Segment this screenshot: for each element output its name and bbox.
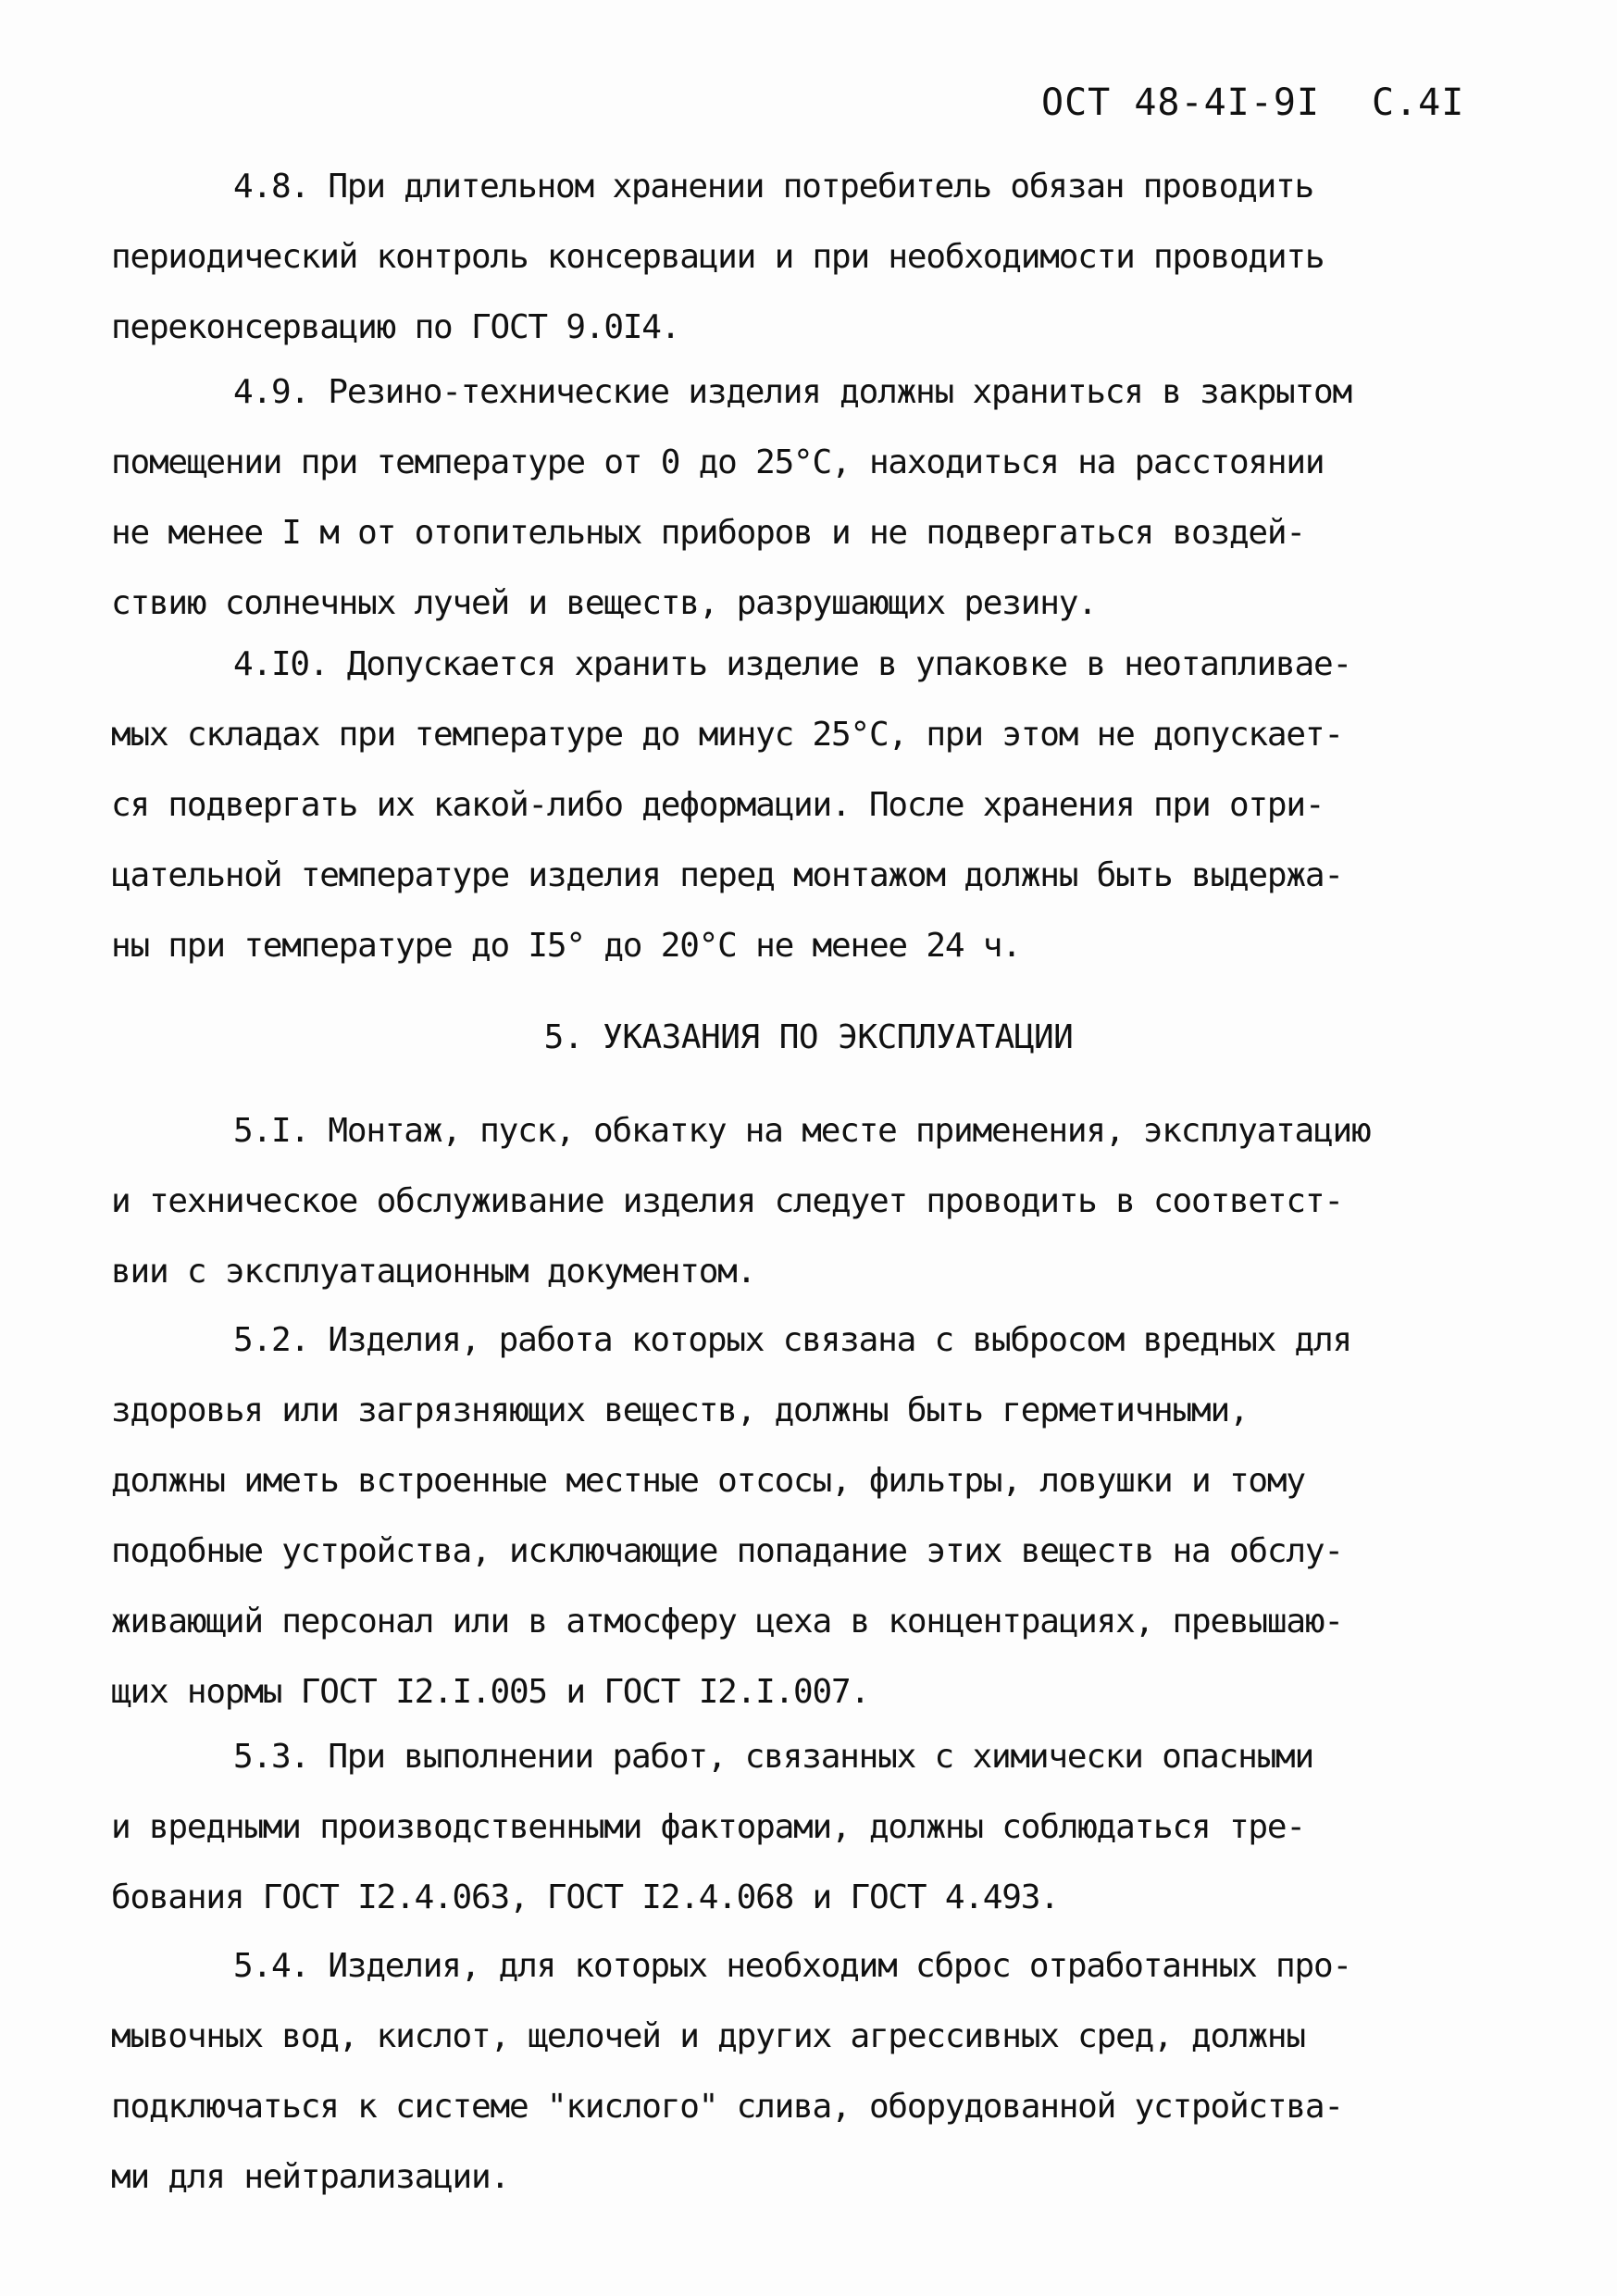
text-line: цательной температуре изделия перед монтажом должны быть выдержа-	[111, 856, 1343, 894]
text-line: 4.9. Резино-технические изделия должны храниться в закрытом	[233, 373, 1351, 411]
text-line: ствию солнечных лучей и веществ, разрушающих резину.	[111, 584, 1097, 622]
text-line: 5.2. Изделия, работа которых связана с выбросом вредных для	[233, 1321, 1351, 1359]
section-heading: 5. УКАЗАНИЯ ПО ЭКСПЛУАТАЦИИ	[543, 1018, 1074, 1056]
paragraph-4-9	[111, 357, 1532, 639]
text-line: ны при температуре до I5° до 20°С не менее 24 ч.	[111, 927, 1021, 965]
text-line: 5.3. При выполнении работ, связанных с химически опасными	[233, 1738, 1314, 1776]
text-line: вии с эксплуатационным документом.	[111, 1253, 756, 1291]
page-number: С.4I	[1371, 81, 1465, 124]
text-line: и техническое обслуживание изделия следует проводить в соответст-	[111, 1182, 1343, 1220]
text-line: мых складах при температуре до минус 25°С, при этом не допускает-	[111, 716, 1343, 754]
text-line: переконсервацию по ГОСТ 9.0I4.	[111, 308, 680, 346]
text-line: подобные устройства, исключающие попадание этих веществ на обслу-	[111, 1532, 1343, 1570]
text-line: помещении при температуре от 0 до 25°С, находиться на расстоянии	[111, 443, 1325, 481]
text-line: подключаться к системе "кислого" слива, оборудованной устройства-	[111, 2088, 1343, 2126]
paragraph-5-3	[111, 1722, 1532, 1933]
text-line: 4.I0. Допускается хранить изделие в упаковке в неотапливае-	[233, 645, 1351, 683]
text-line: 5.I. Монтаж, пуск, обкатку на месте применения, эксплуатацию	[233, 1112, 1371, 1150]
paragraph-4-10	[111, 630, 1532, 981]
text-line: и вредными производственными факторами, должны соблюдаться тре-	[111, 1808, 1305, 1846]
paragraph-5-1	[111, 1096, 1532, 1307]
text-line: периодический контроль консервации и при необходимости проводить	[111, 238, 1325, 276]
paragraph-5-2	[111, 1305, 1532, 1728]
paragraph-5-4	[111, 1931, 1532, 2213]
text-line: живающий персонал или в атмосферу цеха в концентрациях, превышаю-	[111, 1603, 1343, 1641]
text-line: мывочных вод, кислот, щелочей и других агрессивных сред, должны	[111, 2017, 1305, 2055]
text-line: бования ГОСТ I2.4.063, ГОСТ I2.4.068 и ГОСТ 4.493.	[111, 1878, 1059, 1916]
text-line: 5.4. Изделия, для которых необходим сброс отработанных про-	[233, 1947, 1351, 1985]
text-line: должны иметь встроенные местные отсосы, фильтры, ловушки и тому	[111, 1462, 1305, 1500]
paragraph-4-8	[111, 152, 1532, 363]
text-line: 4.8. При длительном хранении потребитель обязан проводить	[233, 168, 1314, 206]
page-header	[1041, 81, 1464, 124]
text-line: ми для нейтрализации.	[111, 2158, 509, 2196]
text-line: здоровья или загрязняющих веществ, должны быть герметичными,	[111, 1391, 1249, 1429]
text-line: не менее I м от отопительных приборов и не подвергаться воздей-	[111, 514, 1305, 552]
text-line: щих нормы ГОСТ I2.I.005 и ГОСТ I2.I.007.	[111, 1673, 869, 1711]
standard-number: ОСТ 48-4I-9I	[1041, 81, 1320, 124]
text-line: ся подвергать их какой-либо деформации. После хранения при отри-	[111, 786, 1325, 824]
